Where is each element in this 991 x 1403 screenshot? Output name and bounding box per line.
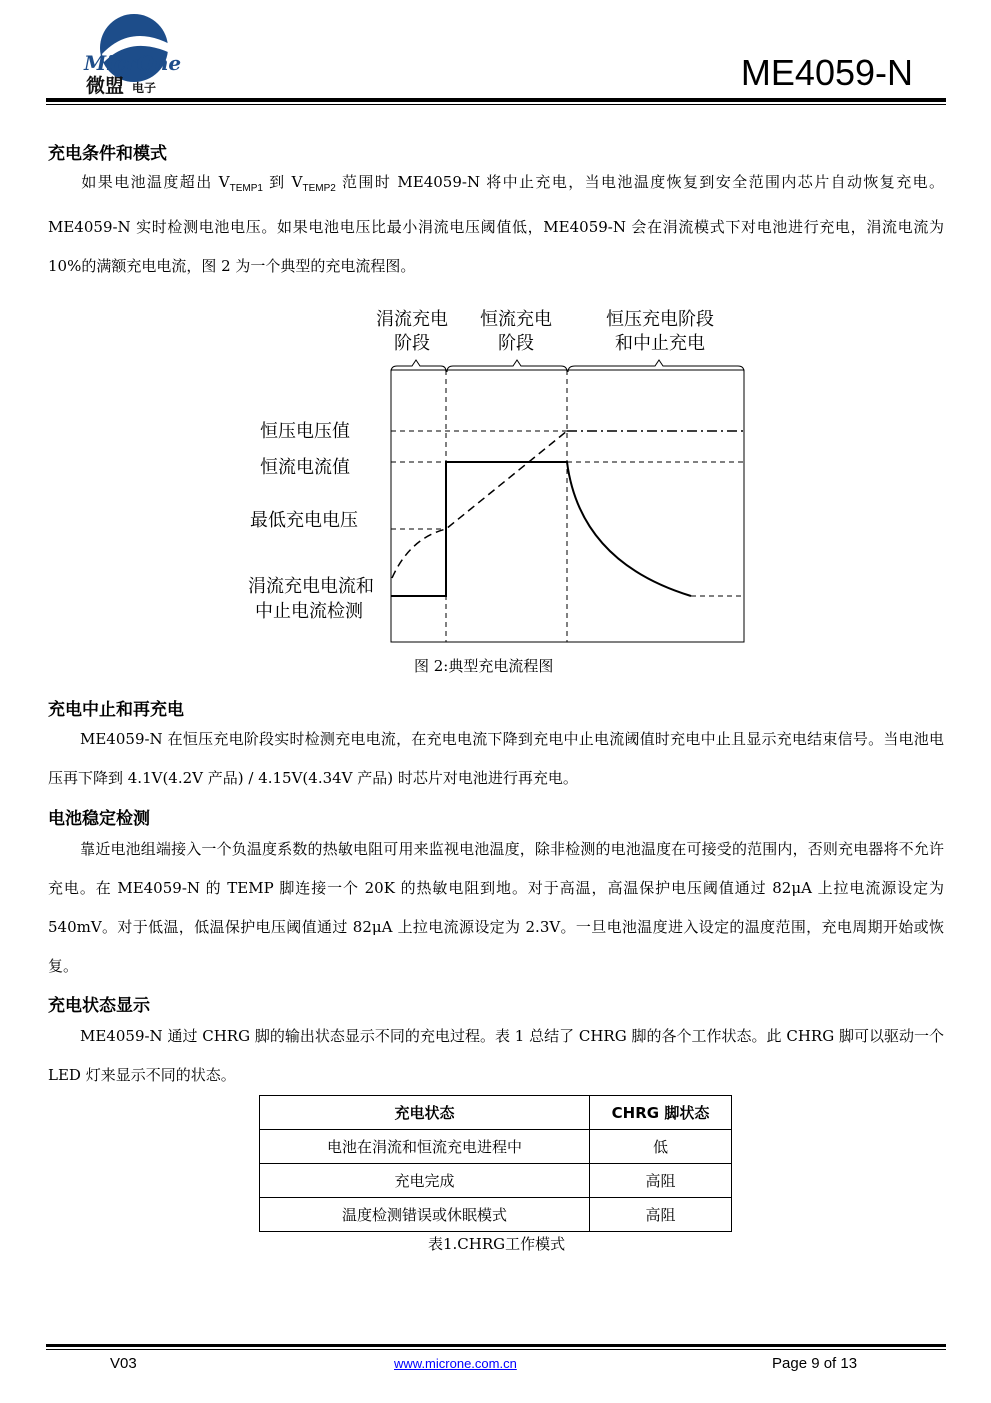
figure-caption: 图 2:典型充电流程图 [414,657,554,675]
header-rule-thick [46,98,946,102]
table-cell: 低 [590,1130,732,1164]
logo-graphic [82,10,182,96]
header-rule-thin [46,104,946,105]
section-paragraph: ME4059-N 通过 CHRG 脚的输出状态显示不同的充电过程。表 1 总结了 CHRG 脚的各个工作状态。此 CHRG 脚可以驱动一个 LED 灯来显示不同的状态。 [48,1027,944,1084]
phase-label-trickle-1: 涓流充电 [376,309,448,330]
footer-rule-thin [46,1349,946,1350]
document-title: ME4059-N [740,52,913,93]
section-paragraph: 靠近电池组端接入一个负温度系数的热敏电阻可用来监视电池温度，除非检测的电池温度在可接受的范围内，否则充电器将不允许充电。在 ME4059-N 的 TEMP 脚连接一个 20K 的热敏电阻到地。对于高温，高温保护电压阈值通过 82μA 上拉电流源设定为 540mV。对于低温，低温保护电压阈值通过 82μA 上拉电流源设定为 2.3V。一旦电池温度进入设定的温度范围，充电周期开始或恢复。 [48,840,944,975]
voltage-curve [392,431,567,578]
footer-website[interactable]: www.microne.com.cn [394,1356,517,1371]
section-heading: 充电状态显示 [48,996,150,1016]
section-paragraph: 如果电池温度超出 $V_{TEMP1}$ 到 $V_{TEMP2}$ 范围时 ME4059-N 将中止充电，当电池温度恢复到安全范围内芯片自动恢复充电。ME4059-N 实时检测电池电压。如果电池电压比最小涓流电压阈值低，ME4059-N 会在涓流模式下对电池进行充电，涓流电流为 10%的满额充电电流，图 2 为一个典型的充电流程图。 [48,173,945,275]
section-heading: 充电条件和模式 [48,144,167,164]
footer-page-number: Page 9 of 13 [772,1355,858,1372]
table-header: 充电状态 [260,1096,590,1130]
section-heading: 电池稳定检测 [48,809,150,829]
y-label-min-voltage: 最低充电电压 [250,510,358,531]
phase-label-cc-1: 恒流充电 [480,309,552,330]
y-label-cc-current: 恒流电流值 [260,457,350,478]
chrg-state-table [259,1095,732,1232]
table-row [260,1164,732,1198]
footer-rule-thick [46,1344,946,1347]
table-cell: 充电完成 [260,1164,590,1198]
table-cell: 高阻 [590,1164,732,1198]
table-cell: 温度检测错误或休眠模式 [260,1198,590,1232]
y-label-trickle-2: 中止电流检测 [255,601,363,622]
footer-version: V03 [110,1355,137,1372]
table-header-row [260,1096,732,1130]
logo-text-en: MicrOne [84,51,182,75]
y-label-cv-voltage: 恒压电压值 [260,421,350,442]
guide-lines [391,370,744,642]
logo-text-cn: 微盟 [86,75,125,96]
phase-label-cv-1: 恒压充电阶段 [606,309,714,330]
phase-label-cc-2: 阶段 [498,333,534,354]
table-row [260,1130,732,1164]
y-label-trickle-1: 涓流充电电流和 [248,576,374,597]
section-heading: 充电中止和再充电 [48,700,184,720]
logo-sub: 电子 [132,81,157,95]
charge-flow-diagram [235,300,755,650]
phase-label-trickle-2: 阶段 [394,333,430,354]
table-row [260,1198,732,1232]
table-cell: 电池在涓流和恒流充电进程中 [260,1130,590,1164]
phase-label-cv-2: 和中止充电 [615,333,705,354]
table-header: CHRG 脚状态 [590,1096,732,1130]
footer-website-link[interactable] [394,1355,517,1372]
company-logo [82,10,182,96]
table-caption: 表1.CHRG工作模式 [428,1235,566,1253]
section-paragraph: ME4059-N 在恒压充电阶段实时检测充电电流，在充电电流下降到充电中止电流阈值时充电中止且显示充电结束信号。当电池电压再下降到 4.1V(4.2V 产品) / 4.15V(4.34V 产品) 时芯片对电池进行再充电。 [48,730,944,787]
table-cell: 高阻 [590,1198,732,1232]
